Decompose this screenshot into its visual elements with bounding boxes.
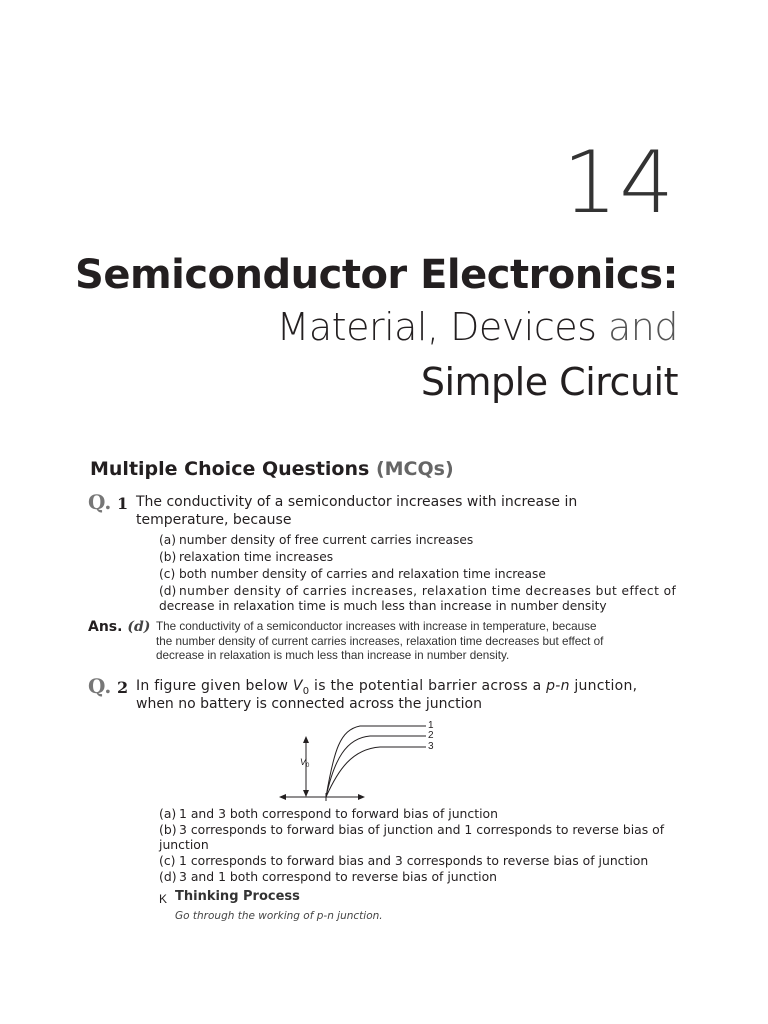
axis-arrow-left xyxy=(279,794,286,800)
chapter-number: 14 xyxy=(562,133,676,233)
q1-option-d xyxy=(159,583,679,599)
option-text: both number density of carries and relaxation time increase xyxy=(179,567,546,581)
option-text: number density of free current carries increases xyxy=(179,533,474,547)
answer-key: (d) xyxy=(127,619,151,635)
curve-2 xyxy=(326,736,426,797)
thinking-process-title: Thinking Process xyxy=(175,889,300,904)
q1-q-marker: Q. xyxy=(88,490,112,514)
q2-option-c xyxy=(159,853,679,869)
pn-junction-figure xyxy=(270,715,450,805)
option-label: (c) xyxy=(159,567,176,581)
answer-line2: the number density of current carries increases, relaxation time decreases but effect of xyxy=(156,634,604,648)
q2-number: 2 xyxy=(116,678,129,697)
chapter-title-line2 xyxy=(277,305,678,349)
axis-label-v0: $V_0$ xyxy=(300,757,310,769)
option-text: relaxation time increases xyxy=(179,550,334,564)
q2-option-b-continued: junction xyxy=(159,837,209,852)
q2-label xyxy=(88,674,128,698)
q1-text-line2: temperature, because xyxy=(136,512,292,528)
option-text: 3 corresponds to forward bias of junction and 1 corresponds to reverse bias of xyxy=(179,822,665,837)
q2-option-b xyxy=(159,822,679,838)
q1-option-b xyxy=(159,549,679,565)
option-label: (a) xyxy=(159,806,177,821)
answer-prefix: Ans. xyxy=(88,619,123,635)
q2-pn: p-n xyxy=(546,678,570,694)
axis-arrow-right xyxy=(358,794,365,800)
q1-number: 1 xyxy=(116,494,129,513)
chapter-title-line1: Semiconductor Electronics: xyxy=(75,252,678,298)
section-heading xyxy=(90,458,454,480)
option-text: number density of carries increases, relaxation time decreases but effect of xyxy=(179,584,677,598)
q1-option-a xyxy=(159,532,679,548)
q1-option-d-continued: decrease in relaxation time is much less than increase in number density xyxy=(159,599,607,613)
answer-text xyxy=(156,620,679,664)
q1-text-line1: The conductivity of a semiconductor increases with increase in xyxy=(136,494,578,510)
curve-1 xyxy=(326,726,426,797)
arrow-head-down xyxy=(303,790,309,797)
q2-option-a xyxy=(159,806,679,822)
q1-label xyxy=(88,490,128,514)
curve-label-3: 3 xyxy=(428,741,434,752)
answer-line1: The conductivity of a semiconductor increases with increase in temperature, because xyxy=(156,620,597,633)
option-text: 1 and 3 both correspond to forward bias of junction xyxy=(179,806,498,821)
option-text: 1 corresponds to forward bias and 3 corresponds to reverse bias of junction xyxy=(179,853,649,868)
q1-option-c xyxy=(159,566,679,582)
option-label: (a) xyxy=(159,533,176,547)
title-part-and: and xyxy=(608,305,678,349)
option-label: (c) xyxy=(159,853,176,868)
title-part-devices: Material, Devices xyxy=(276,305,597,349)
section-tag: (MCQs) xyxy=(375,458,454,480)
chapter-title-line3: Simple Circuit xyxy=(420,360,678,404)
q2-text-b: is the potential barrier across a xyxy=(309,678,547,694)
option-label: (b) xyxy=(159,822,177,837)
q2-option-d xyxy=(159,869,679,885)
option-label: (d) xyxy=(159,869,177,884)
answer-line3: decrease in relaxation is much less than increase in number density. xyxy=(156,649,510,662)
option-label: (b) xyxy=(159,550,177,564)
curve-label-2: 2 xyxy=(428,730,434,741)
arrow-head-up xyxy=(303,736,309,743)
q2-text-a: In figure given below xyxy=(136,678,293,694)
q2-text-c: junction, xyxy=(569,678,638,694)
option-text: 3 and 1 both correspond to reverse bias of junction xyxy=(179,869,498,884)
section-title: Multiple Choice Questions xyxy=(90,458,370,480)
q2-q-marker: Q. xyxy=(88,674,112,698)
q2-text-line2: when no battery is connected across the junction xyxy=(136,696,482,712)
curve-label-1: 1 xyxy=(428,720,434,731)
thinking-process-icon: K xyxy=(159,892,168,906)
thinking-process-text: Go through the working of p-n junction. xyxy=(175,910,383,922)
q2-v-symbol: V xyxy=(292,678,303,694)
answer-label xyxy=(88,619,150,635)
option-label: (d) xyxy=(159,584,177,598)
q2-v-subscript: 0 xyxy=(302,685,310,697)
